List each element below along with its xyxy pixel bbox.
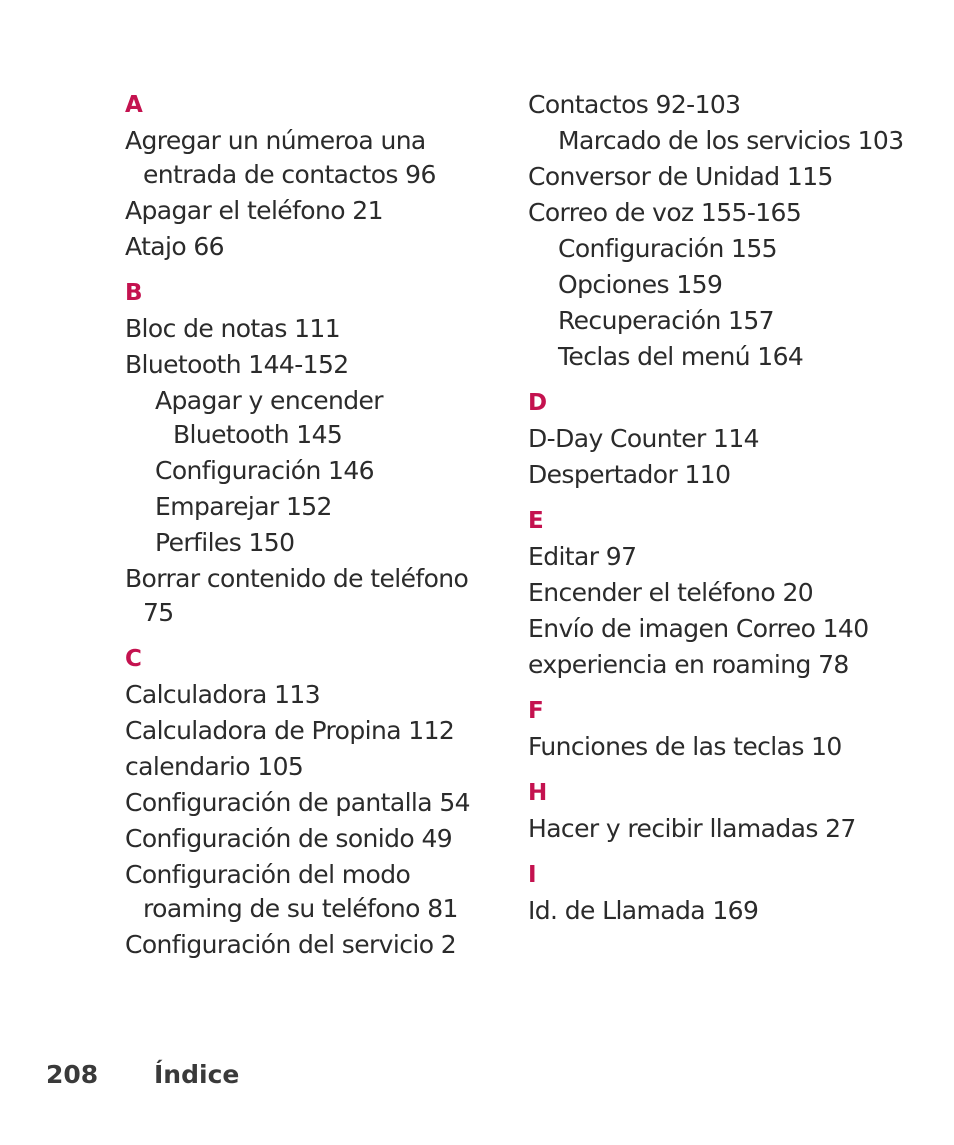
index-subentry: Configuración 146 bbox=[155, 456, 374, 485]
index-entry: Configuración del modo roaming de su teléfono 81 bbox=[125, 860, 458, 923]
index-entry: D-Day Counter 114 bbox=[528, 424, 759, 453]
index-entry: Editar 97 bbox=[528, 542, 637, 571]
index-subentry: Marcado de los servicios 103 bbox=[558, 126, 904, 155]
index-entry: Configuración de pantalla 54 bbox=[125, 788, 470, 817]
index-entry: Configuración del servicio 2 bbox=[125, 930, 457, 959]
index-left-column bbox=[125, 88, 505, 976]
index-entry: Hacer y recibir llamadas 27 bbox=[528, 814, 856, 843]
index-subentry: Recuperación 157 bbox=[558, 306, 774, 335]
index-entry: Correo de voz 155-165 bbox=[528, 198, 802, 227]
index-letter-heading: I bbox=[528, 862, 537, 888]
index-letter-heading: D bbox=[528, 390, 548, 416]
index-entry: Contactos 92-103 bbox=[528, 90, 741, 119]
index-letter-heading: H bbox=[528, 780, 548, 806]
index-entry: Encender el teléfono 20 bbox=[528, 578, 814, 607]
index-entry: Bluetooth 144-152 bbox=[125, 350, 349, 379]
index-letter-heading: B bbox=[125, 280, 143, 306]
index-entry: Envío de imagen Correo 140 bbox=[528, 614, 869, 643]
index-section bbox=[528, 860, 928, 928]
index-entry: Id. de Llamada 169 bbox=[528, 896, 759, 925]
index-subentry: Apagar y encender Bluetooth 145 bbox=[155, 386, 383, 449]
index-entry: experiencia en roaming 78 bbox=[528, 650, 849, 679]
index-letter-heading: A bbox=[125, 92, 143, 118]
index-entry: Calculadora de Propina 112 bbox=[125, 716, 455, 745]
index-entry: Configuración de sonido 49 bbox=[125, 824, 453, 853]
index-subentry: Teclas del menú 164 bbox=[558, 342, 804, 371]
index-section bbox=[125, 90, 505, 264]
index-subentry: Emparejar 152 bbox=[155, 492, 332, 521]
page-footer bbox=[46, 1060, 239, 1089]
section-title: Índice bbox=[154, 1060, 240, 1089]
index-entry: Borrar contenido de teléfono 75 bbox=[125, 564, 469, 627]
index-subentry: Opciones 159 bbox=[558, 270, 723, 299]
index-subentry: Configuración 155 bbox=[558, 234, 777, 263]
index-section bbox=[528, 388, 928, 492]
index-entry: Atajo 66 bbox=[125, 232, 224, 261]
index-letter-heading: C bbox=[125, 646, 142, 672]
index-section bbox=[528, 88, 928, 374]
index-entry: Conversor de Unidad 115 bbox=[528, 162, 833, 191]
index-section bbox=[528, 696, 928, 764]
page-number: 208 bbox=[46, 1060, 99, 1089]
index-letter-heading: F bbox=[528, 698, 544, 724]
index-section bbox=[528, 506, 928, 682]
index-section bbox=[125, 644, 505, 962]
index-section bbox=[125, 278, 505, 630]
index-subentry: Perfiles 150 bbox=[155, 528, 295, 557]
index-entry: Apagar el teléfono 21 bbox=[125, 196, 383, 225]
index-right-column bbox=[528, 88, 928, 942]
index-section bbox=[528, 778, 928, 846]
index-entry: Calculadora 113 bbox=[125, 680, 321, 709]
index-entry: Funciones de las teclas 10 bbox=[528, 732, 842, 761]
index-entry: Despertador 110 bbox=[528, 460, 731, 489]
index-entry: calendario 105 bbox=[125, 752, 304, 781]
index-letter-heading: E bbox=[528, 508, 544, 534]
index-entry: Bloc de notas 111 bbox=[125, 314, 341, 343]
index-entry: Agregar un númeroa una entrada de contactos 96 bbox=[125, 126, 436, 189]
